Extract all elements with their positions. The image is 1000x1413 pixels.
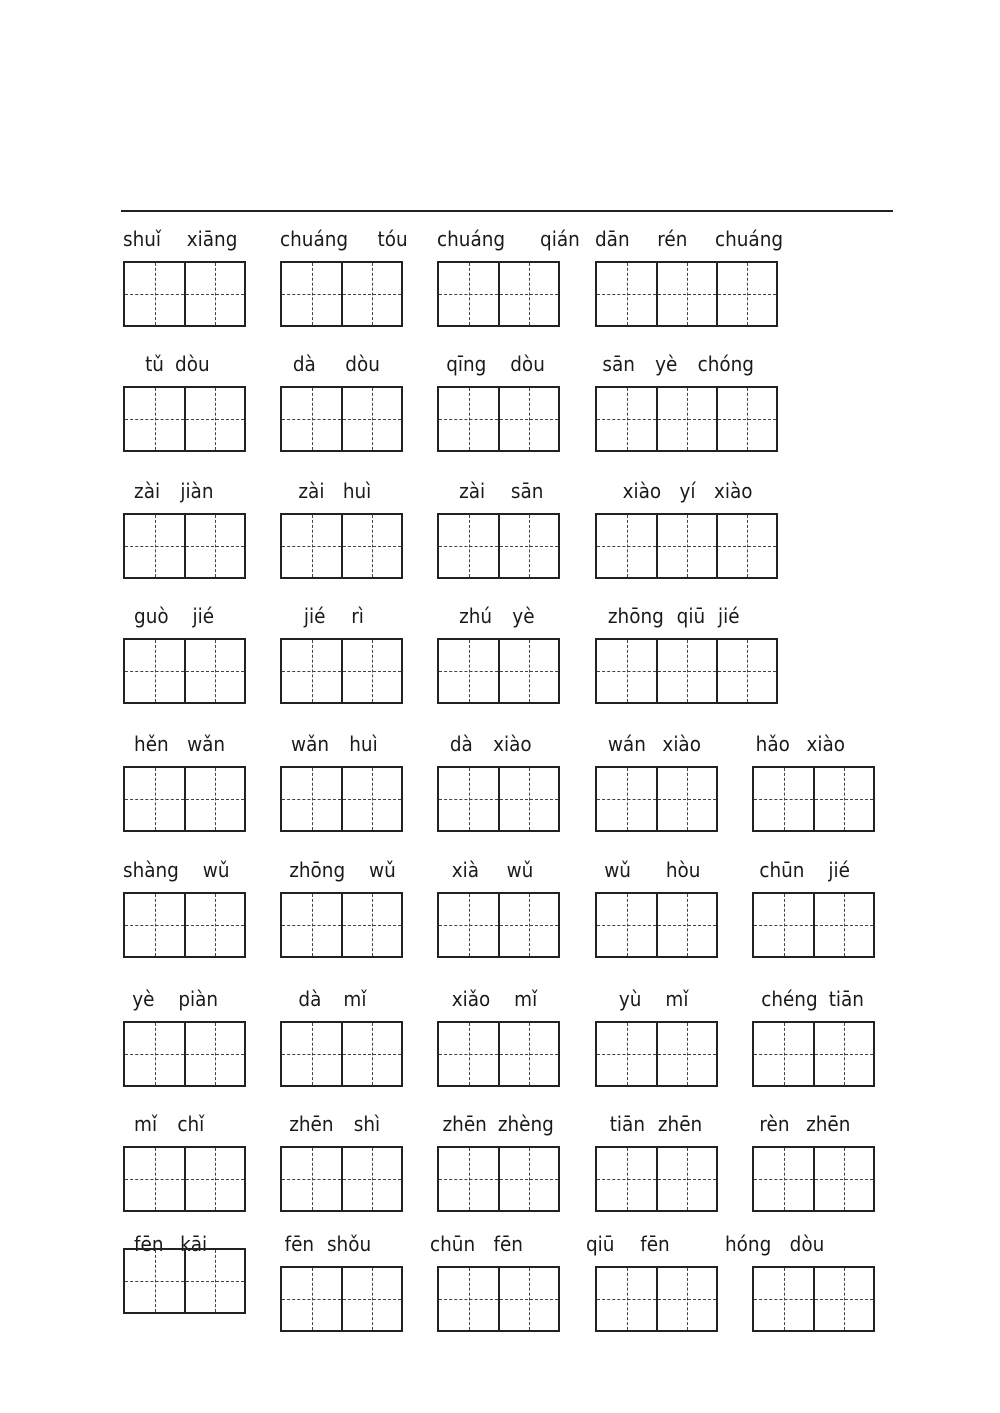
writing-cell[interactable] <box>597 515 656 577</box>
pinyin-syllable: zhēn <box>806 1112 851 1136</box>
writing-cell[interactable] <box>498 515 558 577</box>
pinyin-syllable: chéng <box>761 987 818 1011</box>
pinyin-syllable: zhōng <box>607 604 664 628</box>
writing-grid[interactable] <box>280 386 403 452</box>
pinyin-syllable: jié <box>718 604 740 628</box>
pinyin-syllable: chūn <box>759 858 805 882</box>
writing-cell[interactable] <box>341 1268 401 1330</box>
pinyin-label <box>437 857 533 883</box>
pinyin-syllable: rén <box>657 227 688 251</box>
writing-cell[interactable] <box>184 640 244 702</box>
writing-grid[interactable] <box>280 1266 403 1332</box>
writing-grid[interactable] <box>595 892 718 958</box>
writing-cell[interactable] <box>597 263 656 325</box>
writing-cell[interactable] <box>439 894 498 956</box>
pinyin-syllable: huì <box>342 479 372 503</box>
writing-cell[interactable] <box>656 515 716 577</box>
pinyin-syllable: tiān <box>609 1112 645 1136</box>
pinyin-label <box>752 731 845 757</box>
writing-cell[interactable] <box>498 768 558 830</box>
writing-grid[interactable] <box>752 766 875 832</box>
writing-cell[interactable] <box>184 1023 244 1085</box>
pinyin-label <box>595 351 754 377</box>
writing-cell[interactable] <box>754 1023 813 1085</box>
pinyin-syllable: yè <box>655 352 678 376</box>
writing-cell[interactable] <box>125 640 184 702</box>
pinyin-syllable: guò <box>134 604 169 628</box>
pinyin-syllable: hěn <box>134 732 169 756</box>
pinyin-label <box>123 986 218 1012</box>
pinyin-label <box>437 603 535 629</box>
pinyin-syllable: shuǐ <box>123 227 162 251</box>
writing-cell[interactable] <box>754 1148 813 1210</box>
pinyin-syllable: mǐ <box>134 1112 158 1136</box>
pinyin-syllable: yè <box>132 987 155 1011</box>
pinyin-syllable: xiào <box>713 479 753 503</box>
pinyin-syllable: zhēn <box>289 1112 334 1136</box>
pinyin-syllable: tóu <box>377 227 408 251</box>
pinyin-syllable: yí <box>679 479 696 503</box>
writing-grid[interactable] <box>595 1146 718 1212</box>
pinyin-syllable: zhèng <box>497 1112 554 1136</box>
writing-cell[interactable] <box>125 894 184 956</box>
pinyin-label <box>123 478 213 504</box>
pinyin-syllable: hóng <box>725 1232 772 1256</box>
pinyin-label <box>123 351 210 377</box>
writing-cell[interactable] <box>184 894 244 956</box>
writing-cell[interactable] <box>656 1148 716 1210</box>
writing-grid[interactable] <box>123 1248 246 1314</box>
pinyin-syllable: zhōng <box>289 858 346 882</box>
pinyin-syllable: xiào <box>622 479 662 503</box>
writing-grid[interactable] <box>595 766 718 832</box>
pinyin-syllable: jié <box>303 604 326 628</box>
pinyin-label <box>725 1231 824 1257</box>
writing-grid[interactable] <box>280 1146 403 1212</box>
pinyin-syllable: dà <box>292 352 316 376</box>
writing-grid[interactable] <box>280 261 403 327</box>
writing-grid[interactable] <box>437 513 560 579</box>
writing-grid[interactable] <box>437 766 560 832</box>
pinyin-syllable: chuáng <box>714 227 784 251</box>
pinyin-syllable: wǔ <box>202 858 230 882</box>
writing-cell[interactable] <box>184 1250 244 1312</box>
pinyin-syllable: dòu <box>789 1232 825 1256</box>
writing-grid[interactable] <box>123 1146 246 1212</box>
writing-grid[interactable] <box>123 892 246 958</box>
pinyin-syllable: chǐ <box>177 1112 205 1136</box>
writing-cell[interactable] <box>282 640 341 702</box>
writing-grid[interactable] <box>280 892 403 958</box>
writing-grid[interactable] <box>280 513 403 579</box>
writing-cell[interactable] <box>597 640 656 702</box>
pinyin-syllable: zhēn <box>657 1112 703 1136</box>
pinyin-syllable: dà <box>449 732 473 756</box>
writing-cell[interactable] <box>341 388 401 450</box>
pinyin-syllable: jié <box>192 604 215 628</box>
pinyin-syllable: wán <box>607 732 646 756</box>
pinyin-syllable: tiān <box>828 987 864 1011</box>
writing-cell[interactable] <box>597 1148 656 1210</box>
writing-cell[interactable] <box>439 1268 498 1330</box>
pinyin-label <box>280 603 364 629</box>
pinyin-syllable: chóng <box>697 352 754 376</box>
writing-cell[interactable] <box>754 768 813 830</box>
pinyin-label <box>437 986 537 1012</box>
writing-cell[interactable] <box>125 515 184 577</box>
pinyin-syllable: xiào <box>493 732 532 756</box>
pinyin-syllable: zài <box>298 479 325 503</box>
writing-cell[interactable] <box>656 1023 716 1085</box>
pinyin-syllable: zhēn <box>442 1112 487 1136</box>
writing-grid[interactable] <box>437 1021 560 1087</box>
writing-cell[interactable] <box>813 768 873 830</box>
writing-grid[interactable] <box>280 766 403 832</box>
writing-cell[interactable] <box>125 768 184 830</box>
writing-cell[interactable] <box>813 1268 873 1330</box>
pinyin-syllable: wǎn <box>187 732 226 756</box>
pinyin-syllable: fēn <box>284 1232 315 1256</box>
pinyin-syllable: kāi <box>180 1232 208 1256</box>
pinyin-syllable: chūn <box>430 1232 476 1256</box>
writing-cell[interactable] <box>439 1148 498 1210</box>
writing-cell[interactable] <box>754 1268 813 1330</box>
writing-cell[interactable] <box>125 1250 184 1312</box>
pinyin-label <box>595 478 752 504</box>
pinyin-syllable: tǔ <box>145 352 164 376</box>
pinyin-label <box>437 226 580 252</box>
pinyin-syllable: fēn <box>493 1232 523 1256</box>
writing-cell[interactable] <box>597 894 656 956</box>
pinyin-syllable: qiū <box>586 1232 615 1256</box>
writing-grid[interactable] <box>437 386 560 452</box>
pinyin-label <box>123 731 225 757</box>
pinyin-label <box>280 986 366 1012</box>
pinyin-label <box>280 1231 371 1257</box>
pinyin-syllable: sān <box>602 352 635 376</box>
pinyin-syllable: jiàn <box>180 479 214 503</box>
writing-grid[interactable] <box>752 1266 875 1332</box>
writing-cell[interactable] <box>813 1023 873 1085</box>
pinyin-label <box>280 351 380 377</box>
pinyin-syllable: piàn <box>178 987 219 1011</box>
pinyin-label <box>595 857 700 883</box>
writing-cell[interactable] <box>754 894 813 956</box>
writing-grid[interactable] <box>595 386 778 452</box>
writing-grid[interactable] <box>123 261 246 327</box>
pinyin-label <box>280 1111 380 1137</box>
writing-cell[interactable] <box>498 388 558 450</box>
pinyin-syllable: yè <box>512 604 535 628</box>
writing-cell[interactable] <box>716 515 776 577</box>
writing-cell[interactable] <box>341 1148 401 1210</box>
pinyin-syllable: xiǎo <box>451 987 491 1011</box>
pinyin-syllable: wǔ <box>604 858 631 882</box>
writing-cell[interactable] <box>341 768 401 830</box>
pinyin-label <box>595 986 688 1012</box>
writing-cell[interactable] <box>341 640 401 702</box>
pinyin-syllable: fēn <box>640 1232 670 1256</box>
writing-cell[interactable] <box>813 1148 873 1210</box>
pinyin-syllable: dà <box>298 987 322 1011</box>
writing-cell[interactable] <box>656 263 716 325</box>
writing-grid[interactable] <box>280 638 403 704</box>
writing-cell[interactable] <box>498 894 558 956</box>
pinyin-label <box>280 857 396 883</box>
writing-grid[interactable] <box>437 892 560 958</box>
writing-grid[interactable] <box>595 1266 718 1332</box>
writing-cell[interactable] <box>498 640 558 702</box>
pinyin-syllable: xiāng <box>186 227 238 251</box>
pinyin-syllable: rì <box>351 604 364 628</box>
pinyin-syllable: zhú <box>459 604 493 628</box>
writing-grid[interactable] <box>595 513 778 579</box>
pinyin-syllable: xià <box>451 858 480 882</box>
pinyin-syllable: wǎn <box>291 732 330 756</box>
writing-grid[interactable] <box>595 638 778 704</box>
writing-cell[interactable] <box>716 263 776 325</box>
pinyin-syllable: qián <box>540 227 580 251</box>
pinyin-syllable: hòu <box>665 858 701 882</box>
pinyin-syllable: sān <box>510 479 544 503</box>
pinyin-label <box>595 226 783 252</box>
writing-cell[interactable] <box>597 388 656 450</box>
pinyin-syllable: mǐ <box>665 987 689 1011</box>
pinyin-label <box>280 226 408 252</box>
writing-cell[interactable] <box>656 894 716 956</box>
writing-grid[interactable] <box>595 261 778 327</box>
pinyin-label <box>437 731 532 757</box>
pinyin-syllable: shàng <box>123 858 179 882</box>
pinyin-label <box>123 226 237 252</box>
pinyin-syllable: shǒu <box>326 1232 372 1256</box>
pinyin-syllable: mǐ <box>343 987 367 1011</box>
writing-cell[interactable] <box>184 388 244 450</box>
writing-grid[interactable] <box>123 513 246 579</box>
pinyin-syllable: dòu <box>510 352 545 376</box>
writing-grid[interactable] <box>437 638 560 704</box>
pinyin-label <box>752 986 864 1012</box>
pinyin-syllable: chuáng <box>437 227 506 251</box>
pinyin-label <box>586 1231 670 1257</box>
pinyin-syllable: wǔ <box>506 858 534 882</box>
writing-cell[interactable] <box>125 388 184 450</box>
writing-grid[interactable] <box>752 892 875 958</box>
writing-cell[interactable] <box>282 1148 341 1210</box>
pinyin-syllable: dòu <box>175 352 210 376</box>
pinyin-label <box>595 731 701 757</box>
pinyin-label <box>595 603 740 629</box>
writing-cell[interactable] <box>656 388 716 450</box>
pinyin-syllable: qiū <box>676 604 706 628</box>
writing-grid[interactable] <box>752 1021 875 1087</box>
pinyin-label <box>430 1231 523 1257</box>
writing-cell[interactable] <box>656 640 716 702</box>
pinyin-label <box>437 351 545 377</box>
writing-cell[interactable] <box>498 1023 558 1085</box>
pinyin-syllable: xiào <box>662 732 701 756</box>
writing-cell[interactable] <box>341 894 401 956</box>
pinyin-syllable: zài <box>134 479 161 503</box>
writing-cell[interactable] <box>439 1023 498 1085</box>
writing-cell[interactable] <box>656 768 716 830</box>
pinyin-syllable: mǐ <box>514 987 538 1011</box>
writing-cell[interactable] <box>282 263 341 325</box>
writing-cell[interactable] <box>125 1148 184 1210</box>
writing-grid[interactable] <box>123 386 246 452</box>
writing-cell[interactable] <box>184 768 244 830</box>
writing-cell[interactable] <box>656 1268 716 1330</box>
pinyin-syllable: qīng <box>446 352 487 376</box>
writing-cell[interactable] <box>341 515 401 577</box>
writing-grid[interactable] <box>123 1021 246 1087</box>
pinyin-label <box>280 731 378 757</box>
writing-cell[interactable] <box>716 640 776 702</box>
pinyin-syllable: shì <box>353 1112 381 1136</box>
writing-cell[interactable] <box>439 768 498 830</box>
pinyin-label <box>595 1111 702 1137</box>
writing-grid[interactable] <box>123 766 246 832</box>
writing-grid[interactable] <box>752 1146 875 1212</box>
pinyin-syllable: jié <box>828 858 850 882</box>
pinyin-label <box>437 1111 554 1137</box>
writing-cell[interactable] <box>282 515 341 577</box>
writing-cell[interactable] <box>184 515 244 577</box>
top-rule <box>121 210 893 212</box>
writing-cell[interactable] <box>498 1148 558 1210</box>
writing-cell[interactable] <box>439 640 498 702</box>
pinyin-label <box>752 1111 850 1137</box>
pinyin-syllable: fēn <box>134 1232 164 1256</box>
writing-grid[interactable] <box>437 1266 560 1332</box>
writing-cell[interactable] <box>341 1023 401 1085</box>
pinyin-syllable: wǔ <box>369 858 396 882</box>
writing-cell[interactable] <box>498 263 558 325</box>
pinyin-label <box>123 857 230 883</box>
pinyin-syllable: zài <box>459 479 486 503</box>
writing-cell[interactable] <box>125 263 184 325</box>
writing-cell[interactable] <box>282 388 341 450</box>
writing-grid[interactable] <box>280 1021 403 1087</box>
pinyin-label <box>752 857 850 883</box>
writing-cell[interactable] <box>341 263 401 325</box>
pinyin-syllable: chuáng <box>280 227 349 251</box>
writing-grid[interactable] <box>437 261 560 327</box>
writing-cell[interactable] <box>439 263 498 325</box>
writing-cell[interactable] <box>813 894 873 956</box>
writing-cell[interactable] <box>282 894 341 956</box>
pinyin-syllable: yù <box>618 987 642 1011</box>
writing-cell[interactable] <box>184 263 244 325</box>
pinyin-syllable: xiào <box>806 732 845 756</box>
pinyin-label <box>123 1111 204 1137</box>
writing-cell[interactable] <box>125 1023 184 1085</box>
writing-grid[interactable] <box>123 638 246 704</box>
writing-cell[interactable] <box>282 1023 341 1085</box>
writing-cell[interactable] <box>716 388 776 450</box>
writing-cell[interactable] <box>282 768 341 830</box>
pinyin-label <box>280 478 371 504</box>
pinyin-label <box>123 603 214 629</box>
writing-cell[interactable] <box>439 388 498 450</box>
writing-cell[interactable] <box>439 515 498 577</box>
pinyin-syllable: huì <box>349 732 378 756</box>
pinyin-label <box>437 478 543 504</box>
writing-cell[interactable] <box>597 768 656 830</box>
pinyin-syllable: rèn <box>759 1112 790 1136</box>
writing-grid[interactable] <box>595 1021 718 1087</box>
writing-grid[interactable] <box>437 1146 560 1212</box>
pinyin-syllable: dòu <box>345 352 380 376</box>
writing-cell[interactable] <box>597 1023 656 1085</box>
writing-cell[interactable] <box>282 1268 341 1330</box>
pinyin-syllable: hǎo <box>755 732 790 756</box>
writing-cell[interactable] <box>498 1268 558 1330</box>
writing-cell[interactable] <box>184 1148 244 1210</box>
pinyin-syllable: dān <box>595 227 630 251</box>
writing-cell[interactable] <box>597 1268 656 1330</box>
